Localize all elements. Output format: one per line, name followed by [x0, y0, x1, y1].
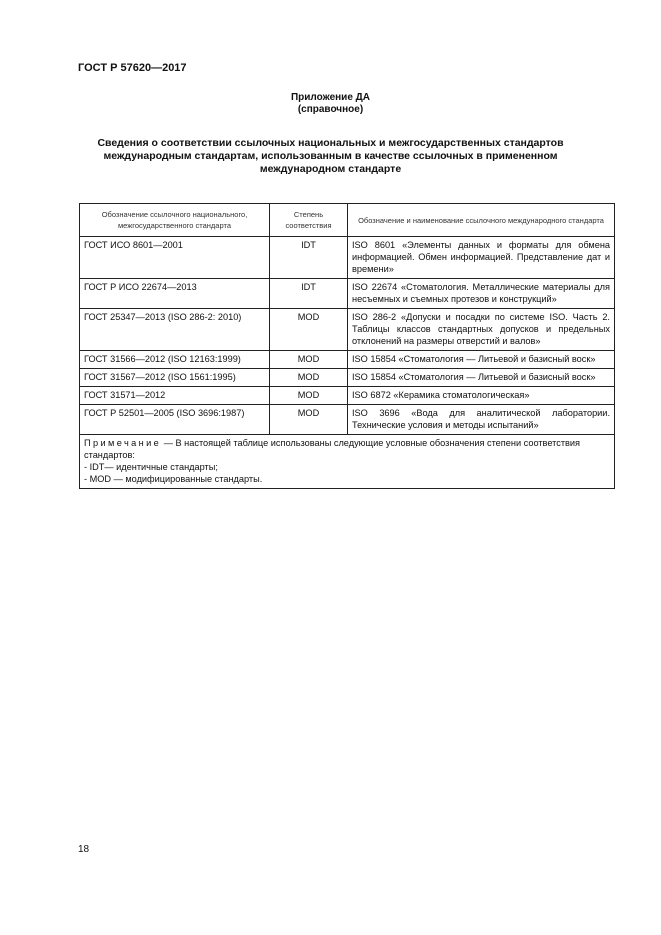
- cell-degree: MOD: [270, 405, 348, 435]
- cell-degree: MOD: [270, 309, 348, 351]
- cell-international-standard: ISO 15854 «Стоматология — Литьевой и базисный воск»: [348, 351, 615, 369]
- table-row: [80, 237, 615, 279]
- table-row: [80, 279, 615, 309]
- header-degree: Степень соответствия: [270, 204, 348, 237]
- cell-international-standard: ISO 286-2 «Допуски и посадки по системе ISO. Часть 2. Таблицы классов стандартных допусков и предельных отклонений на размеры отверстий и валов»: [348, 309, 615, 351]
- cell-degree: MOD: [270, 387, 348, 405]
- cell-international-standard: ISO 22674 «Стоматология. Металлические материалы для несъемных и съемных протезов и конструкций»: [348, 279, 615, 309]
- cell-national-standard: ГОСТ Р 52501—2005 (ISO 3696:1987): [80, 405, 270, 435]
- header-international-standard: Обозначение и наименование ссылочного международного стандарта: [348, 204, 615, 237]
- table-header-row: [80, 204, 615, 237]
- appendix-heading: [0, 92, 661, 116]
- cell-national-standard: ГОСТ 31571—2012: [80, 387, 270, 405]
- header-national-standard: Обозначение ссылочного национального, межгосударственного стандарта: [80, 204, 270, 237]
- table-note-row: [80, 435, 615, 489]
- appendix-caption: Сведения о соответствии ссылочных национальных и межгосударственных стандартов международным стандартам, использованным в качестве ссылочных в примененном международном стандарте: [97, 137, 564, 175]
- cell-national-standard: ГОСТ 25347—2013 (ISO 286-2: 2010): [80, 309, 270, 351]
- cell-national-standard: ГОСТ 31567—2012 (ISO 1561:1995): [80, 369, 270, 387]
- note-item-mod: - MOD — модифицированные стандарты.: [84, 474, 263, 484]
- cell-degree: IDT: [270, 279, 348, 309]
- table-row: [80, 309, 615, 351]
- document-code: ГОСТ Р 57620—2017: [78, 62, 187, 74]
- correspondence-table: [79, 203, 615, 489]
- table-row: [80, 405, 615, 435]
- cell-national-standard: ГОСТ 31566—2012 (ISO 12163:1999): [80, 351, 270, 369]
- cell-international-standard: ISO 8601 «Элементы данных и форматы для обмена информацией. Обмен информацией. Представление дат и времени»: [348, 237, 615, 279]
- cell-degree: MOD: [270, 369, 348, 387]
- cell-national-standard: ГОСТ ИСО 8601—2001: [80, 237, 270, 279]
- cell-international-standard: ISO 15854 «Стоматология — Литьевой и базисный воск»: [348, 369, 615, 387]
- note-intro: [84, 437, 610, 461]
- table-row: [80, 387, 615, 405]
- cell-national-standard: ГОСТ Р ИСО 22674—2013: [80, 279, 270, 309]
- table-note: [80, 435, 615, 489]
- cell-degree: IDT: [270, 237, 348, 279]
- appendix-subtitle: (справочное): [297, 104, 364, 115]
- cell-international-standard: ISO 3696 «Вода для аналитической лаборатории. Технические условия и методы испытаний»: [348, 405, 615, 435]
- page-number: 18: [78, 844, 90, 855]
- note-item-idt: - IDT— идентичные стандарты;: [84, 462, 218, 472]
- cell-international-standard: ISO 6872 «Керамика стоматологическая»: [348, 387, 615, 405]
- note-text: — В настоящей таблице использованы следующие условные обозначения степени соответствия стандартов:: [84, 438, 581, 460]
- note-label: Примечание: [84, 438, 162, 448]
- cell-degree: MOD: [270, 351, 348, 369]
- appendix-title: Приложение ДА: [290, 92, 371, 103]
- table-row: [80, 369, 615, 387]
- table-row: [80, 351, 615, 369]
